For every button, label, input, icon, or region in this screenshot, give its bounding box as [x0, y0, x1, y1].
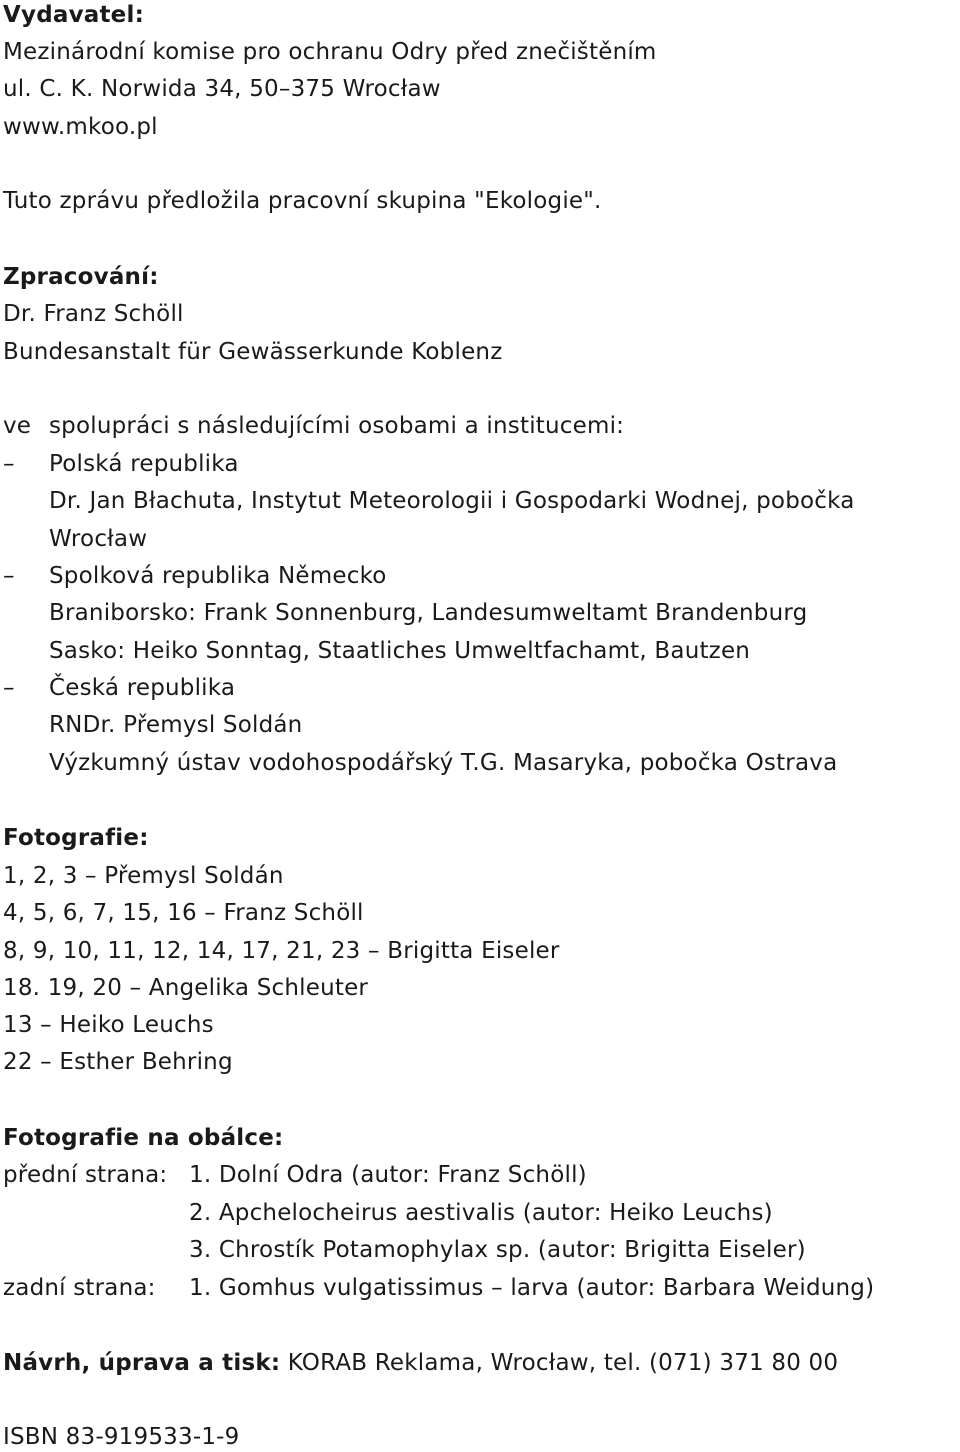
cover-back-item: 1. Gomhus vulgatissimus – larva (autor: Barbara Weidung)	[189, 1275, 875, 1301]
cover-front-item: 3. Chrostík Potamophylax sp. (autor: Brigitta Eiseler)	[189, 1237, 806, 1263]
design-value: KORAB Reklama, Wrocław, tel. (071) 371 80 00	[287, 1350, 839, 1376]
czech-contact-line2: Výzkumný ústav vodohospodářský T.G. Masaryka, pobočka Ostrava	[49, 750, 838, 776]
processing-institution: Bundesanstalt für Gewässerkunde Koblenz	[3, 339, 503, 365]
germany-contact-line2: Sasko: Heiko Sonntag, Staatliches Umweltfachamt, Bautzen	[49, 638, 751, 664]
country-poland: Polská republika	[49, 451, 239, 477]
photo-credit: 8, 9, 10, 11, 12, 14, 17, 21, 23 – Brigitta Eiseler	[3, 938, 560, 964]
cooperation-intro-text: spolupráci s následujícími osobami a institucemi:	[49, 413, 625, 439]
photo-credit: 1, 2, 3 – Přemysl Soldán	[3, 863, 284, 889]
publisher-name: Mezinárodní komise pro ochranu Odry před znečištěním	[3, 39, 657, 65]
isbn: ISBN 83-919533-1-9	[3, 1424, 240, 1450]
cooperation-intro-prefix: ve	[3, 413, 32, 439]
design-credit	[3, 1348, 838, 1378]
photo-credit: 18. 19, 20 – Angelika Schleuter	[3, 975, 369, 1001]
processing-author: Dr. Franz Schöll	[3, 301, 184, 327]
photo-credit: 13 – Heiko Leuchs	[3, 1012, 214, 1038]
publisher-note: Tuto zprávu předložila pracovní skupina "Ekologie".	[3, 188, 602, 214]
czech-contact-line1: RNDr. Přemysl Soldán	[49, 712, 303, 738]
photo-credit: 22 – Esther Behring	[3, 1049, 233, 1075]
country-czech: Česká republika	[49, 675, 236, 701]
poland-contact-line2: Wrocław	[49, 526, 148, 552]
photo-credit: 4, 5, 6, 7, 15, 16 – Franz Schöll	[3, 900, 364, 926]
cover-front-item: 1. Dolní Odra (autor: Franz Schöll)	[189, 1162, 587, 1188]
cover-heading: Fotografie na obálce:	[3, 1125, 284, 1151]
design-label: Návrh, úprava a tisk:	[3, 1350, 281, 1376]
list-dash: –	[3, 451, 15, 477]
photos-heading: Fotografie:	[3, 825, 149, 851]
cover-front-item: 2. Apchelocheirus aestivalis (autor: Heiko Leuchs)	[189, 1200, 773, 1226]
country-germany: Spolková republika Německo	[49, 563, 387, 589]
cover-back-label: zadní strana:	[3, 1275, 156, 1301]
publisher-heading: Vydavatel:	[3, 2, 144, 28]
processing-heading: Zpracování:	[3, 264, 159, 290]
germany-contact-line1: Braniborsko: Frank Sonnenburg, Landesumweltamt Brandenburg	[49, 600, 808, 626]
list-dash: –	[3, 563, 15, 589]
poland-contact-line1: Dr. Jan Błachuta, Instytut Meteorologii i Gospodarki Wodnej, pobočka	[49, 488, 855, 514]
publisher-address: ul. C. K. Norwida 34, 50–375 Wrocław	[3, 76, 441, 102]
cover-front-label: přední strana:	[3, 1162, 168, 1188]
publisher-website: www.mkoo.pl	[3, 114, 158, 140]
list-dash: –	[3, 675, 15, 701]
